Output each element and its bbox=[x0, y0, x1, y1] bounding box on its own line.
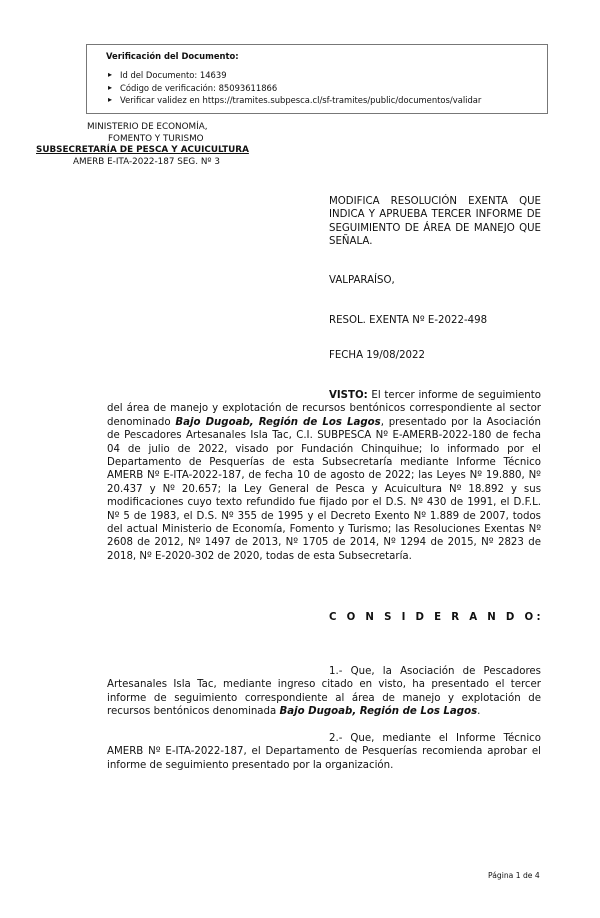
visto-text-1: El tercer informe de seguimiento del área de manejo y explotación de recursos bentónicos correspondiente al sector denominado bbox=[107, 390, 541, 428]
visto-text-2: , presentado por la Asociación de Pescadores Artesanales Isla Tac, C.I. SUBPESCA Nº E-AMERB-2022-180 de fecha 04 de julio de 2022, visado por Fundación Chinquihue; lo informado por el Departamento de Pesquerías de esta Subsecretaría mediante Informe Técnico AMERB Nº E-ITA-2022-187, de fecha 10 de agosto de 2022; las Leyes Nº 19.880, Nº 20.437 y Nº 20.657; la Ley General de Pesca y Acuicultura Nº 18.892 y sus modificaciones cuyo texto refundido fue fijado por el D.S. Nº 430 de 1991, el D.F.L. Nº 5 de 1983, el D.S. Nº 355 de 1995 y el Decreto Exento Nº 1.889 de 2007, todos del actual Ministerio de Economía, Fomento y Turismo; las Resoluciones Exentas Nº 2608 de 2012, Nº 1497 de 2013, Nº 1705 de 2014, Nº 1294 de 2015, Nº 2823 de 2018, Nº E-2020-302 de 2020, todas de esta Subsecretaría. bbox=[107, 416, 541, 562]
document-reference: AMERB E-ITA-2022-187 SEG. Nº 3 bbox=[73, 156, 220, 167]
resolution-subject: MODIFICA RESOLUCIÓN EXENTA QUE INDICA Y APRUEBA TERCER INFORME DE SEGUIMIENTO DE ÁREA DE MANEJO QUE SEÑALA. bbox=[329, 196, 541, 248]
item2-text: 2.- Que, mediante el Informe Técnico AMERB Nº E-ITA-2022-187, el Departamento de Pesquerías recomienda aprobar el informe de seguimiento presentado por la organización. bbox=[107, 733, 541, 771]
item1-text: 1.- Que, la Asociación de Pescadores Artesanales Isla Tac, mediante ingreso citado en visto, ha presentado el tercer informe de seguimiento correspondiente al área de manejo y explotación de recursos bentónicos denominada bbox=[107, 666, 541, 718]
visto-label: VISTO: bbox=[329, 390, 368, 401]
document-id: ▸ Id del Documento: 14639 bbox=[120, 69, 547, 82]
verification-box bbox=[86, 44, 548, 114]
ministry-line-2: FOMENTO Y TURISMO bbox=[108, 133, 204, 144]
resolution-date: FECHA 19/08/2022 bbox=[329, 350, 425, 361]
verification-code: ▸ Código de verificación: 85093611866 bbox=[120, 82, 547, 95]
page-number: Página 1 de 4 bbox=[488, 871, 540, 880]
considerando-item-1 bbox=[107, 665, 541, 719]
verification-url[interactable]: ▸ Verificar validez en https://tramites.subpesca.cl/sf-tramites/public/documentos/validar bbox=[120, 94, 547, 107]
verification-list bbox=[106, 69, 547, 107]
place: VALPARAÍSO, bbox=[329, 275, 395, 286]
visto-sector: Bajo Dugoab, Región de Los Lagos bbox=[175, 416, 381, 428]
considerando-item-2 bbox=[107, 732, 541, 772]
visto-paragraph bbox=[107, 389, 541, 563]
resolution-number: RESOL. EXENTA Nº E-2022-498 bbox=[329, 315, 488, 326]
item1-sector: Bajo Dugoab, Región de Los Lagos bbox=[279, 706, 478, 718]
subsecretaria-name: SUBSECRETARÍA DE PESCA Y ACUICULTURA bbox=[36, 145, 249, 155]
considerando-heading: C O N S I D E R A N D O: bbox=[329, 612, 544, 623]
verification-title: Verificación del Documento: bbox=[106, 51, 239, 61]
item1-end: . bbox=[477, 706, 481, 718]
ministry-line-1: MINISTERIO DE ECONOMÍA, bbox=[87, 122, 208, 132]
